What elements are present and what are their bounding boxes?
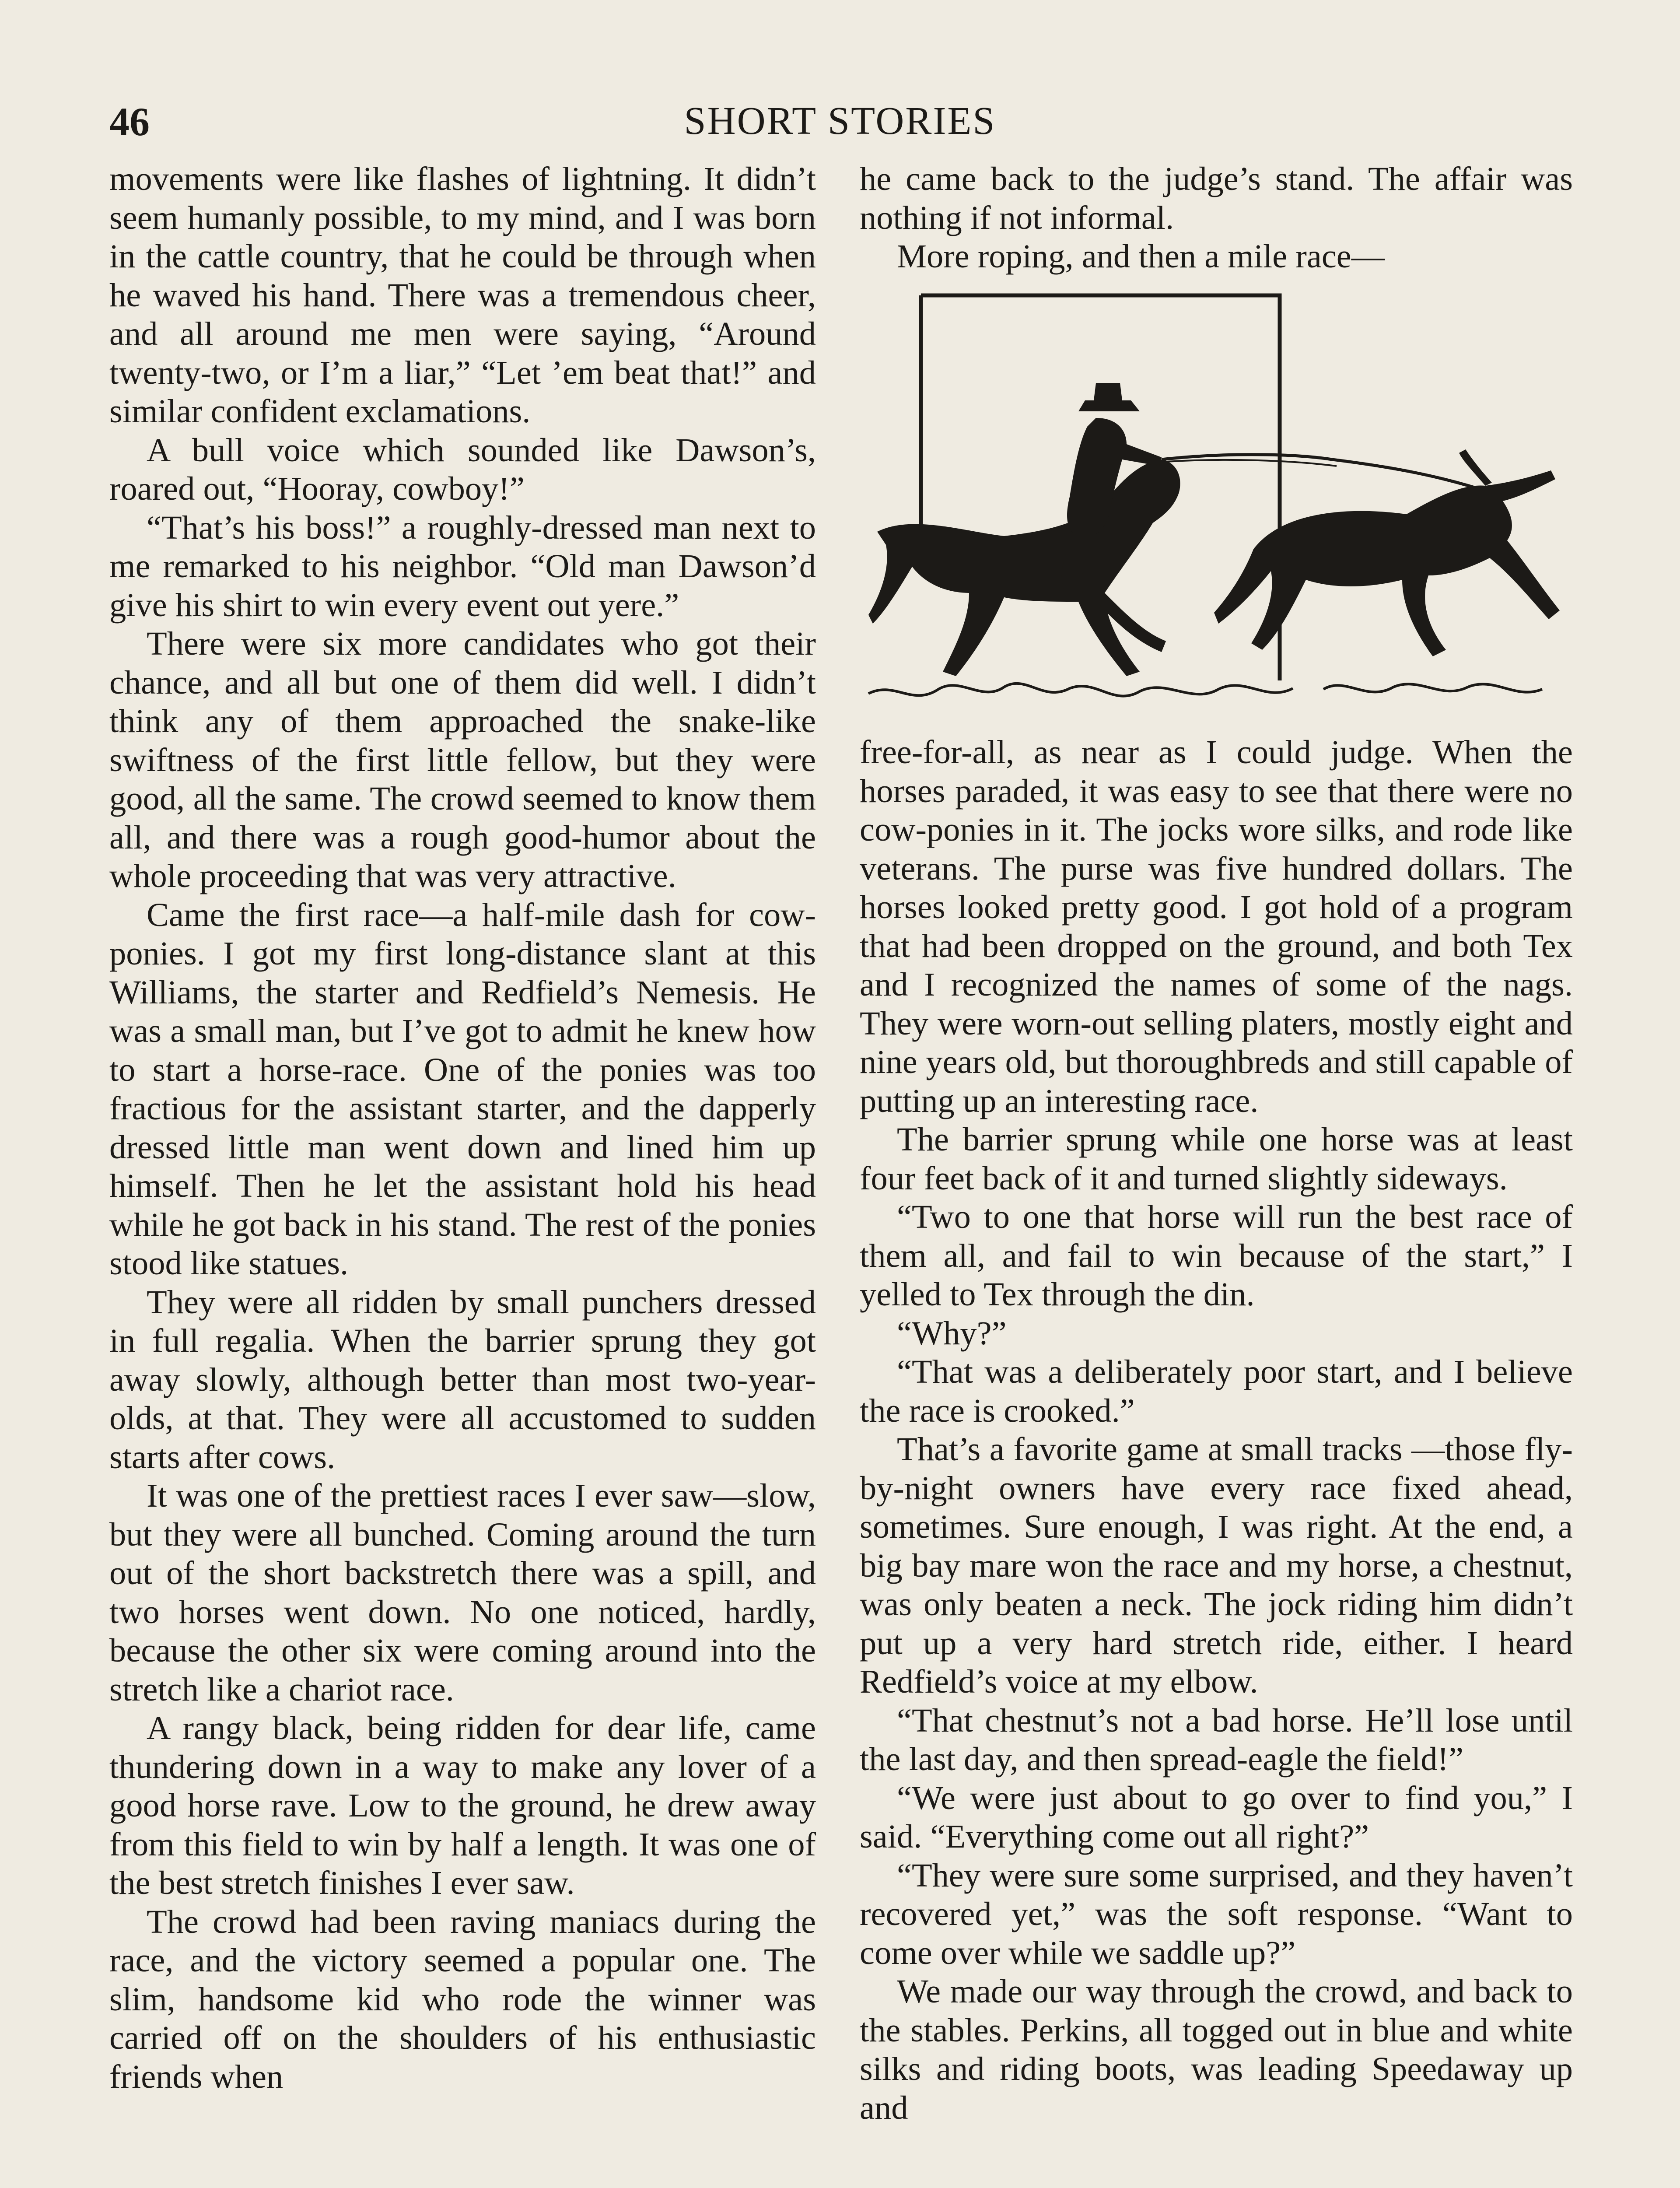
page-number: 46 — [109, 99, 150, 144]
right-column — [860, 160, 1573, 2188]
paragraph: “Two to one that horse will run the best race of them all, and fail to win because of the start,” I yelled to Tex through the din. — [860, 1198, 1573, 1313]
paragraph: Came the first race—a half-mile dash for cow-ponies. I got my first long-distance slant at this Williams, the starter and Redfield’s Nemesis. He was a small man, but I’ve got to admit he knew how to start a horse-race. One of the ponies was too fractious for the assistant starter, and the dapperly dressed little man went down and lined him up himself. Then he let the assistant hold his head while he got back in his stand. The rest of the ponies stood like statues. — [109, 896, 816, 1282]
paragraph: “We were just about to go over to find you,” I said. “Everything come out all right?” — [860, 1779, 1573, 1855]
paragraph: The barrier sprung while one horse was at least four feet back of it and turned slightly sideways. — [860, 1121, 1573, 1197]
paragraph: “They were sure some surprised, and they haven’t recovered yet,” was the soft response. “Want to come over while we saddle up?” — [860, 1856, 1573, 1971]
paragraph: The crowd had been raving maniacs during the race, and the victory seemed a popular one. The slim, handsome kid who rode the winner was carried off on the shoulders of his enthusiastic friends when — [109, 1903, 816, 2095]
paragraph: There were six more candidates who got their chance, and all but one of them did well. I didn’t think any of them approached the snake-like swiftness of the first little fellow, but they were good, all the same. The crowd seemed to know them all, and there was a rough good-humor about the whole proceeding that was very attractive. — [109, 625, 816, 894]
paragraph: More roping, and then a mile race— — [897, 238, 1385, 275]
paragraph: It was one of the prettiest races I ever saw—slow, but they were all bunched. Coming around the turn out of the short backstretch there was a spill, and two horses went down. No one noticed, hardly, because the other six were coming around into the stretch like a chariot race. — [109, 1477, 816, 1708]
paragraph: We made our way through the crowd, and back to the stables. Perkins, all togged out in blue and white silks and riding boots, was leading Speedaway up and — [860, 1973, 1573, 2126]
paragraph: “That chestnut’s not a bad horse. He’ll lose until the last day, and then spread-eagle the field!” — [860, 1701, 1573, 1778]
paragraph: “That’s his boss!” a roughly-dressed man next to me remarked to his neighbor. “Old man Dawson’d give his shirt to win every event out yere.” — [109, 508, 816, 624]
paragraph: They were all ridden by small punchers dressed in full regalia. When the barrier sprung they got away slowly, although better than most two-year-olds, at that. They were all accustomed to sudden starts after cows. — [109, 1283, 816, 1476]
roping-illustration — [860, 287, 1573, 729]
horse-figure — [868, 459, 1180, 676]
paragraph: movements were like flashes of lightning. It didn’t seem humanly possible, to my mind, and I was born in the cattle country, that he could be through when he waved his hand. There was a tremendous cheer, and all around me men were saying, “Around twenty-two, or I’m a liar,” “Let ’em beat that!” and similar confident exclamations. — [109, 160, 816, 430]
paragraph: That’s a favorite game at small tracks —those fly-by-night owners have every race fixed ahead, sometimes. Sure enough, I was right. At the end, a big bay mare won the race and my horse, a chestnut, was only beaten a neck. The jock riding him didn’t put up a very hard stretch ride, either. I heard Redfield’s voice at my elbow. — [860, 1431, 1573, 1700]
steer-figure — [1214, 449, 1560, 656]
paragraph: he came back to the judge’s stand. The affair was nothing if not informal. — [860, 160, 1573, 236]
page-header — [109, 98, 1571, 151]
left-column — [109, 160, 816, 2188]
right-column-top — [860, 160, 1573, 278]
paragraph: A rangy black, being ridden for dear life, came thundering down in a way to make any lover of a good horse rave. Low to the ground, he drew away from this field to win by half a length. It was one of the best stretch finishes I ever saw. — [109, 1709, 816, 1901]
paragraph: free-for-all, as near as I could judge. When the horses paraded, it was easy to see that there were no cow-ponies in it. The jocks wore silks, and rode like veterans. The purse was five hundred dollars. The horses looked pretty good. I got hold of a program that had been dropped on the ground, and both Tex and I recognized the names of some of the nags. They were worn-out selling platers, mostly eight and nine years old, but thoroughbreds and still capable of putting up an interesting race. — [860, 733, 1573, 1119]
paragraph: A bull voice which sounded like Dawson’s, roared out, “Hooray, cowboy!” — [109, 431, 816, 507]
paragraph: “Why?” — [897, 1314, 1007, 1352]
running-title: SHORT STORIES — [684, 99, 996, 143]
paragraph: “That was a deliberately poor start, and I believe the race is crooked.” — [860, 1353, 1573, 1429]
